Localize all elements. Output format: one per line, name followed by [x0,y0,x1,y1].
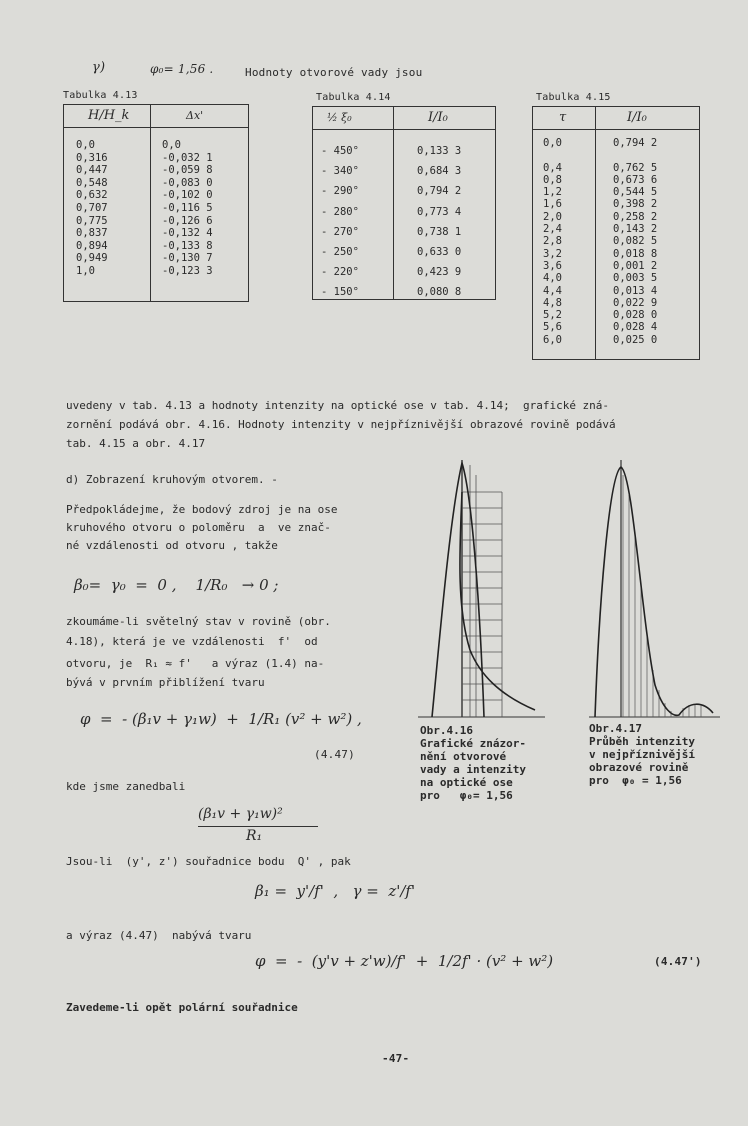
table-4-14-col-2-cell: 0,738 1 [417,225,462,238]
intro-text: Hodnoty otvorové vady jsou [245,66,423,79]
figure-4-16-caption-line-6: pro φ₀= 1,56 [420,789,513,802]
table-4-14-col-2-cell: 0,133 3 [417,145,462,157]
table-4-15-header-1: τ [559,110,567,125]
table-4-13-col-2-cell: -0,130 7 [162,252,213,265]
paragraph-2-line-3: né vzdálenosti od otvoru , takže [66,539,278,552]
table-4-14-title: Tabulka 4.14 [316,92,391,103]
table-4-13-col-1-cell: 0,894 [76,239,108,252]
equation-4-47-prime-number: (4.47') [654,955,702,968]
table-4-15-col-1-cell: 5,6 [543,321,562,334]
table-4-15-col-2-cell [613,149,657,161]
table-4-15-col-2-cell: 0,258 2 [613,210,658,223]
table-4-13-col-2-cell: 0,0 [162,139,181,151]
table-4-14-header-2: I/I₀ [428,110,448,125]
table-4-14-col-2-cell: 0,773 4 [417,205,462,218]
table-4-15-col-2-cell: 0,398 2 [613,198,658,211]
table-4-15-col-2-cell: 0,028 0 [613,309,658,322]
table-4-15-title: Tabulka 4.15 [536,92,611,103]
table-4-13-col-2-cell: -0,116 5 [162,201,213,214]
table-4-13-col-1-cell: 0,447 [76,164,108,177]
paragraph-3-line-3: otvoru, je R₁ ≈ f' a výraz (1.4) na- [66,657,325,670]
table-4-15-col-2-cell: 0,022 9 [613,296,658,309]
table-4-15-col-2 [613,137,657,346]
table-4-14-col-2-cell: 0,794 2 [417,185,462,198]
table-4-15-col-1-cell: 4,4 [543,284,562,297]
table-4-13-col-1-cell: 1,0 [76,264,95,277]
table-4-13-col-1-cell: 0,837 [76,227,108,240]
table-4-15-col-1-cell: 2,8 [543,235,562,248]
table-4-13-col-2-cell: -0,132 4 [162,227,213,240]
table-4-13-header-1: H/H_k [88,108,130,123]
table-4-15-col-2-cell: 0,794 2 [613,137,658,149]
table-4-14-col-1-cell: - 280° [321,205,359,218]
fraction-line [198,826,318,827]
table-4-14-col-1-cell: - 270° [321,225,359,238]
table-4-13-col-2-cell: -0,133 8 [162,239,213,252]
figure-4-17-caption-line-2: Průběh intenzity [589,735,695,748]
table-4-15-header-2: I/I₀ [627,110,647,125]
paragraph-5: Jsou-li (y', z') souřadnice bodu Q' , pak [66,855,351,868]
table-4-13-col-1-cell: 0,775 [76,214,108,227]
table-4-15-col-2-cell: 0,143 2 [613,223,658,236]
intro-formula: φ₀= 1,56 . [150,62,214,76]
figure-4-16-caption-line-1: Obr.4.16 [420,724,473,737]
table-4-13-col-2-cell: -0,102 0 [162,189,213,202]
table-4-15-col-1-cell: 0,0 [543,137,562,149]
figure-4-17-caption-line-4: obrazové rovině [589,761,689,774]
table-4-15-col-2-cell: 0,028 4 [613,321,658,334]
table-4-13-col-2 [162,139,213,278]
section-heading: d) Zobrazení kruhovým otvorem. - [66,473,278,486]
equation-beta-gamma: β₀= γ₀ = 0 , 1/R₀ → 0 ; [74,576,279,594]
table-4-15 [532,106,700,360]
table-4-15-col-1-cell: 3,6 [543,259,562,272]
table-4-14-header-1: ½ ξ₀ [327,111,352,124]
table-4-15-col-1-cell: 3,2 [543,247,562,260]
figure-4-16-caption-line-5: na optické ose [420,776,513,789]
table-4-15-col-1-cell: 1,6 [543,198,562,211]
paragraph-2-line-2: kruhového otvoru o poloměru a ve znač- [66,521,331,534]
table-4-13-col-2-cell: -0,032 1 [162,151,213,164]
paragraph-7: Zavedeme-li opět polární souřadnice [66,1001,298,1014]
paragraph-3-line-1: zkoumáme-li světelný stav v rovině (obr. [66,615,331,628]
table-4-13-col-1 [76,139,108,278]
figure-4-16 [410,455,570,720]
table-4-15-col-1-cell: 2,0 [543,210,562,223]
paragraph-1-line-2: zornění podává obr. 4.16. Hodnoty intenzity v nejpříznivější obrazové rovině podává [66,418,616,431]
equation-beta1-gamma: β₁ = y'/f' , γ = z'/f' [255,882,416,900]
table-4-14-col-1-cell: - 220° [321,266,359,279]
table-4-13-col-2-cell: -0,059 8 [162,164,213,177]
page-number: -47- [382,1052,410,1065]
table-4-14 [312,106,496,300]
table-4-15-col-2-cell: 0,544 5 [613,186,658,199]
table-4-15-col-1-cell: 0,8 [543,173,562,186]
fraction-denominator: R₁ [246,828,263,844]
table-4-13-header-2: Δx' [186,109,204,122]
table-4-14-col-2 [417,141,461,303]
table-4-14-col-2-cell: 0,423 9 [417,266,462,279]
table-4-13-col-2-cell: -0,123 3 [162,264,213,277]
table-4-13-col-2-cell: -0,126 6 [162,214,213,227]
table-4-14-col-1-cell: - 340° [321,165,359,178]
paragraph-3-line-4: bývá v prvním přiblížení tvaru [66,676,265,689]
table-4-15-col-1-cell: 2,4 [543,223,562,236]
paragraph-2-line-1: Předpokládejme, že bodový zdroj je na ose [66,503,338,516]
table-4-15-col-2-cell: 0,673 6 [613,173,658,186]
table-4-15-col-1-cell: 1,2 [543,186,562,199]
table-4-15-col-1 [543,137,562,346]
paragraph-3-line-2: 4.18), která je ve vzdálenosti f' od [66,635,318,648]
table-4-13-col-1-cell: 0,949 [76,252,108,265]
table-4-13-col-1-cell: 0,707 [76,201,108,214]
figure-4-16-caption-line-3: nění otvorové [420,750,507,763]
figure-4-17-caption-line-5: pro φ₀ = 1,56 [589,774,682,787]
figure-4-16-caption-line-4: vady a intenzity [420,763,526,776]
table-4-13-col-1-cell: 0,548 [76,176,108,189]
table-4-15-col-2-cell: 0,762 5 [613,161,658,174]
table-4-15-col-1-cell: 0,4 [543,161,562,174]
table-4-15-col-2-cell: 0,082 5 [613,235,658,248]
paragraph-1-line-1: uvedeny v tab. 4.13 a hodnoty intenzity na optické ose v tab. 4.14; grafické zná- [66,399,610,412]
table-4-13-col-1-cell: 0,316 [76,151,108,164]
table-4-15-col-1-cell: 4,8 [543,296,562,309]
paragraph-4: kde jsme zanedbali [66,780,186,793]
table-4-14-col-1 [321,141,359,303]
equation-4-47-prime: φ = - (y'v + z'w)/f' + 1/2f' · (v² + w²) [255,952,554,970]
figure-4-16-caption-line-2: Grafické znázor- [420,737,526,750]
figure-4-17 [585,455,725,720]
table-4-14-col-1-cell: - 150° [321,286,359,299]
paragraph-1-line-3: tab. 4.15 a obr. 4.17 [66,437,206,450]
fraction-numerator: (β₁v + γ₁w)² [198,806,283,822]
table-4-15-col-1-cell: 5,2 [543,309,562,322]
table-4-13-title: Tabulka 4.13 [63,90,138,101]
table-4-15-col-2-cell: 0,025 0 [613,333,658,346]
table-4-15-col-2-cell: 0,018 8 [613,247,658,260]
table-4-13 [63,104,249,302]
table-4-15-col-2-cell: 0,001 2 [613,259,658,272]
intro-marker: γ) [92,60,106,75]
table-4-14-col-1-cell: - 450° [321,145,359,157]
equation-4-47-number: (4.47) [314,748,355,761]
table-4-14-col-2-cell: 0,684 3 [417,165,462,178]
table-4-15-col-1-cell: 4,0 [543,272,562,285]
table-4-15-col-1-cell [543,149,562,161]
table-4-14-col-1-cell: - 290° [321,185,359,198]
table-4-13-col-1-cell: 0,0 [76,139,95,151]
table-4-14-col-2-cell: 0,080 8 [417,286,462,299]
figure-4-17-caption-line-3: v nejpříznivější [589,748,695,761]
figure-4-17-caption-line-1: Obr.4.17 [589,722,642,735]
table-4-14-col-2-cell: 0,633 0 [417,246,462,259]
paragraph-6: a výraz (4.47) nabývá tvaru [66,929,252,942]
table-4-13-col-2-cell: -0,083 0 [162,176,213,189]
table-4-13-col-1-cell: 0,632 [76,189,108,202]
table-4-15-col-1-cell: 6,0 [543,333,562,346]
equation-4-47: φ = - (β₁v + γ₁w) + 1/R₁ (v² + w²) , [80,710,362,728]
table-4-15-col-2-cell: 0,013 4 [613,284,658,297]
table-4-14-col-1-cell: - 250° [321,246,359,259]
table-4-15-col-2-cell: 0,003 5 [613,272,658,285]
